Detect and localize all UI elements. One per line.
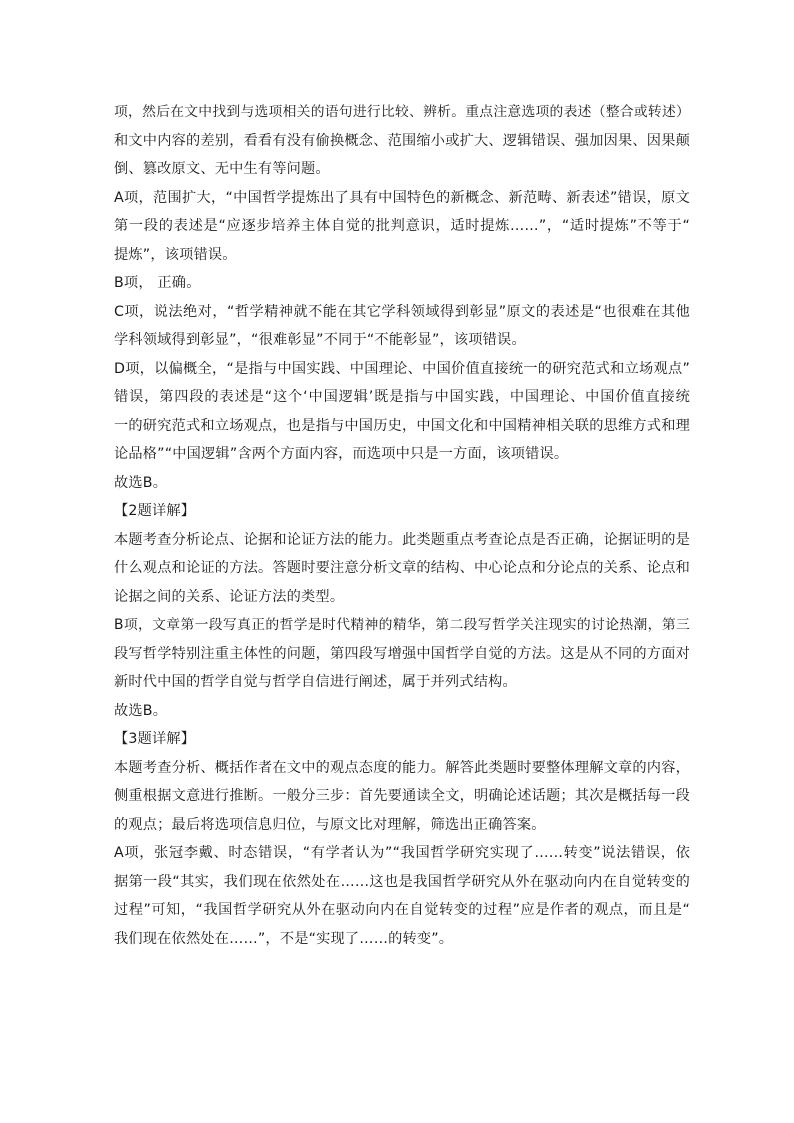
text-line: 过程”可知，“我国哲学研究从外在驱动向内在自觉转变的过程”应是作者的观点，而且是“ [114,902,690,918]
text-line: 的观点；最后将选项信息归位，与原文比对理解，筛选出正确答案。 [114,816,546,833]
text-line: 段写哲学特别注重主体性的问题，第四段写增强中国哲学自觉的方法。这是从不同的方面对 [114,645,690,662]
text-line: 一的研究范式和立场观点，也是指与中国历史，中国文化和中国精神相关联的思维方式和理 [114,417,690,434]
text-line: A项，范围扩大，“中国哲学提炼出了具有中国特色的新概念、新范畴、新表述”错误，原文 [114,189,690,206]
text-line: 侧重根据文意进行推断。一般分三步：首先要通读全文，明确论述话题；其次是概括每一段 [114,788,690,804]
text-line: A项，张冠李戴、时态错误，“有学者认为”“我国哲学研究实现了……转变”说法错误，依 [114,845,690,861]
text-line: 学科领域得到彰显”，“很难彰显”不同于“不能彰显”，该项错误。 [114,332,526,348]
text-line: 新时代中国的哲学自觉与哲学自信进行阐述，属于并列式结构。 [114,674,517,690]
text-line: B项，文章第一段写真正的哲学是时代精神的精华，第二段写哲学关注现实的讨论热潮，第三 [114,617,690,633]
text-line: 提炼”，该项错误。 [114,246,237,263]
text-line: 项，然后在文中找到与选项相关的语句进行比较、辨析。重点注意选项的表述（整合或转述） [114,104,690,120]
text-line: 和文中内容的差别，看看有没有偷换概念、范围缩小或扩大、逻辑错误、强加因果、因果颠 [114,132,690,149]
text-line: 故选B。 [114,474,168,491]
text-line: 论品格”“中国逻辑”含两个方面内容，而选项中只是一方面，该项错误。 [114,446,569,462]
text-line: 论据之间的关系、论证方法的类型。 [114,588,345,605]
text-line: 什么观点和论证的方法。答题时要注意分析文章的结构、中心论点和分论点的关系、论点和 [114,560,690,576]
text-line: 倒、篡改原文、无中生有等问题。 [114,161,330,177]
text-line: 错误，第四段的表述是“这个‘中国逻辑’既是指与中国实践，中国理论、中国价值直接统 [114,389,690,405]
text-line: 我们现在依然处在……”，不是“实现了……的转变”。 [114,930,454,947]
text-line: 【3题详解】 [114,731,196,747]
text-line: D项，以偏概全，“是指与中国实践、中国理论、中国价值直接统一的研究范式和立场观点” [114,360,690,377]
text-line: B项， 正确。 [114,275,201,291]
text-line: 本题考查分析论点、论据和论证方法的能力。此类题重点考查论点是否正确，论据证明的是 [114,531,690,548]
answer-explanation-text [114,98,690,953]
text-line: 【2题详解】 [114,503,196,519]
text-line: C项，说法绝对，“哲学精神就不能在其它学科领域得到彰显”原文的表述是“也很难在其他 [114,303,690,320]
text-line: 故选B。 [114,702,168,719]
text-line: 本题考查分析、概括作者在文中的观点态度的能力。解答此类题时要整体理解文章的内容， [114,759,690,776]
text-line: 据第一段“其实，我们现在依然处在……这也是我国哲学研究从外在驱动向内在自觉转变的 [114,873,690,890]
text-line: 第一段的表述是“应逐步培养主体自觉的批判意识，适时提炼……”，“适时提炼”不等于“ [114,218,690,234]
